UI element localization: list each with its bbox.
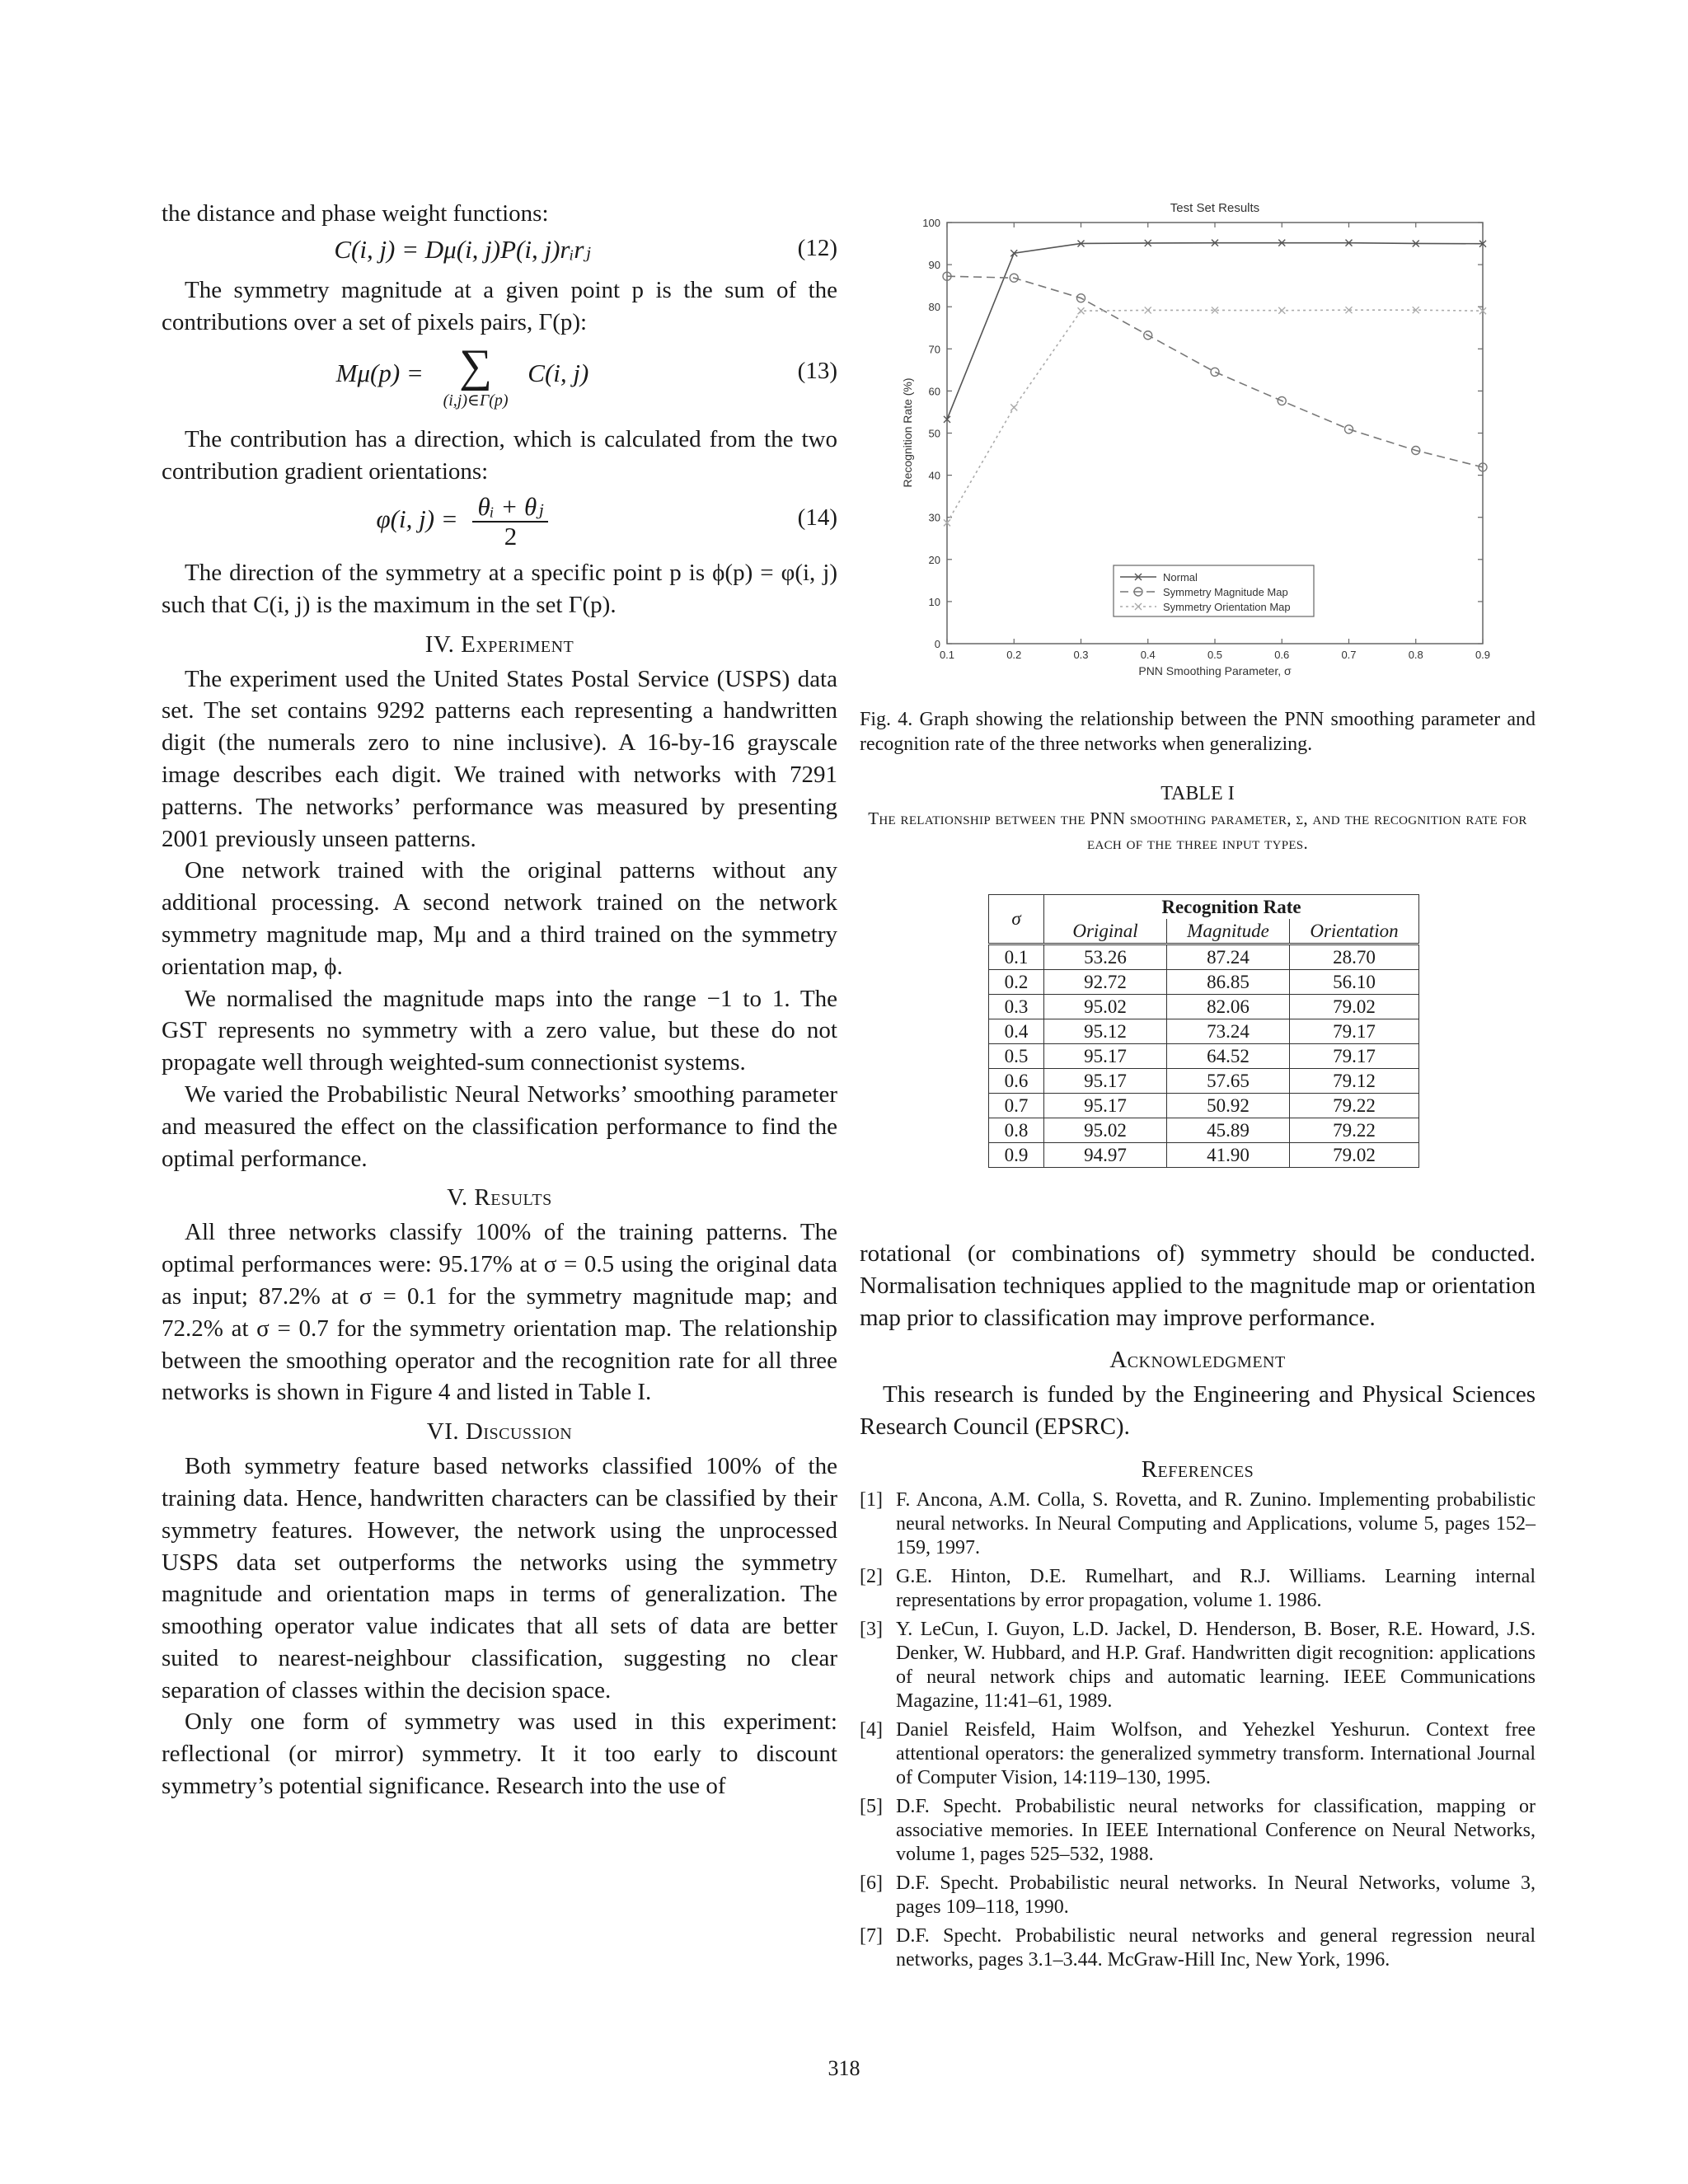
equation-13-sum-subscript: (i,j)∈Γ(p) <box>443 391 509 410</box>
table-row <box>989 1143 1419 1168</box>
figure-caption-block <box>860 707 1536 855</box>
table-cell-value: 73.24 <box>1167 1019 1290 1044</box>
equation-14-denominator: 2 <box>504 521 518 551</box>
table-row <box>989 944 1419 970</box>
table-col-original: Original <box>1044 919 1167 944</box>
paragraph-continuation: rotational (or combinations of) symmetry should be conducted. Normalisation techniques applied to the magnitude map or orientation map prior to classification may improve performance. <box>860 1240 1536 1331</box>
table-col-orientation: Orientation <box>1290 919 1419 944</box>
chart-title: Test Set Results <box>1170 201 1260 215</box>
y-tick-label: 50 <box>928 427 940 440</box>
table-row <box>989 1019 1419 1044</box>
table-cell-value: 95.17 <box>1044 1044 1167 1069</box>
table-sigma-header: σ <box>989 895 1044 944</box>
table-cell-sigma: 0.4 <box>989 1019 1044 1044</box>
table-cell-sigma: 0.1 <box>989 944 1044 970</box>
table-cell-value: 79.12 <box>1290 1069 1419 1094</box>
x-tick-label: 0.6 <box>1274 649 1290 661</box>
reference-text: D.F. Specht. Probabilistic neural networks. In Neural Networks, volume 3, pages 109–118, 1990. <box>896 1872 1536 1918</box>
table-cell-sigma: 0.9 <box>989 1143 1044 1168</box>
equation-12-number: (12) <box>797 234 837 261</box>
paragraph-discussion-1: Both symmetry feature based networks classified 100% of the training data. Hence, handwritten characters can be classified by their symmetry features. However, the network using the unprocessed USPS data set outperforms the networks using the symmetry magnitude and orientation maps in terms of generalization. The smoothing operator value indicates that all sets of data are better suited to nearest-neighbour classification, suggesting no clear separation of classes within the decision space. <box>162 1453 837 1704</box>
table-row <box>989 1094 1419 1118</box>
paragraph-direction-symmetry: The direction of the symmetry at a specific point p is ϕ(p) = φ(i, j) such that C(i, j) is the maximum in the set Γ(p). <box>162 559 837 618</box>
table-row <box>989 970 1419 995</box>
legend-label: Symmetry Magnitude Map <box>1163 586 1288 598</box>
table-recognition-rate <box>988 894 1419 1168</box>
table-cell-sigma: 0.6 <box>989 1069 1044 1094</box>
paragraph-direction: The contribution has a direction, which is calculated from the two contribution gradient orientations: <box>162 426 837 485</box>
paragraph-experiment-4: We varied the Probabilistic Neural Networks’ smoothing parameter and measured the effect on the classification performance to find the optimal performance. <box>162 1080 837 1172</box>
x-tick-label: 0.7 <box>1341 649 1357 661</box>
chart-x-axis-label: PNN Smoothing Parameter, σ <box>1138 664 1292 677</box>
reference-number: [5] <box>860 1795 883 1817</box>
table-cell-value: 86.85 <box>1167 970 1290 995</box>
table-cell-value: 41.90 <box>1167 1143 1290 1168</box>
paragraph-experiment-1: The experiment used the United States Postal Service (USPS) data set. The set contains 9292 patterns each representing a handwritten digit (the numerals zero to nine inclusive). A 16-by-16 grayscale image describes each digit. We trained with networks with 7291 patterns. The networks’ performance was measured by presenting 2001 previously unseen patterns. <box>162 665 837 852</box>
paragraph-acknowledgment: This research is funded by the Engineering and Physical Sciences Research Council (EPSRC). <box>860 1381 1536 1441</box>
heading-acknowledgment: Acknowledgment <box>1109 1347 1286 1374</box>
chart-legend <box>1114 565 1314 616</box>
equation-13-lhs: Mμ(p) = <box>335 359 424 388</box>
reference-item <box>860 1795 1536 1867</box>
heading-results: V. Results <box>447 1184 552 1212</box>
table-cell-value: 95.02 <box>1044 995 1167 1019</box>
reference-number: [2] <box>860 1565 883 1587</box>
y-tick-label: 80 <box>928 301 940 314</box>
table-cell-value: 95.02 <box>1044 1118 1167 1143</box>
paragraph-experiment-2: One network trained with the original patterns without any additional processing. A second network trained on the network symmetry magnitude map, Mμ and a third trained on the symmetry orientation map, ϕ. <box>162 857 837 980</box>
table-cell-value: 50.92 <box>1167 1094 1290 1118</box>
table-col-magnitude: Magnitude <box>1167 919 1290 944</box>
table-cell-value: 28.70 <box>1290 944 1419 970</box>
table-cell-value: 79.22 <box>1290 1118 1419 1143</box>
reference-text: F. Ancona, A.M. Colla, S. Rovetta, and R. Zunino. Implementing probabilistic neural networks. In Neural Computing and Applications, volume 5, pages 152–159, 1997. <box>896 1488 1536 1558</box>
y-tick-label: 70 <box>928 343 940 356</box>
y-tick-label: 10 <box>928 595 940 608</box>
table-cell-value: 57.65 <box>1167 1069 1290 1094</box>
table-cell-sigma: 0.3 <box>989 995 1044 1019</box>
table-cell-sigma: 0.2 <box>989 970 1044 995</box>
legend-label: Normal <box>1163 571 1198 583</box>
table-cell-value: 53.26 <box>1044 944 1167 970</box>
table-cell-value: 94.97 <box>1044 1143 1167 1168</box>
table-row <box>989 1044 1419 1069</box>
table-row <box>989 995 1419 1019</box>
intro-text: the distance and phase weight functions: <box>162 200 549 227</box>
paragraph-experiment-3: We normalised the magnitude maps into the range −1 to 1. The GST represents no symmetry with a zero value, but these do not propagate well through weighted-sum connectionist systems. <box>162 985 837 1076</box>
equation-14-numerator: θᵢ + θⱼ <box>472 493 548 523</box>
table-subtitle: The relationship between the PNN smoothing parameter, σ, and the recognition rate for each of the three input types. <box>868 808 1527 853</box>
y-tick-label: 30 <box>928 511 940 524</box>
table-title: TABLE I <box>1160 783 1235 804</box>
reference-item <box>860 1924 1536 1972</box>
table-cell-value: 87.24 <box>1167 944 1290 970</box>
equation-12 <box>162 230 837 274</box>
reference-number: [4] <box>860 1718 883 1741</box>
legend-label: Symmetry Orientation Map <box>1163 601 1291 613</box>
table-cell-value: 95.17 <box>1044 1069 1167 1094</box>
reference-number: [7] <box>860 1924 883 1947</box>
reference-number: [1] <box>860 1488 883 1511</box>
reference-list <box>860 1488 1536 1972</box>
equation-14-lhs: φ(i, j) = <box>376 504 458 534</box>
table-cell-value: 79.02 <box>1290 995 1419 1019</box>
figure-4-chart <box>898 198 1533 684</box>
y-tick-label: 90 <box>928 259 940 272</box>
table-cell-sigma: 0.7 <box>989 1094 1044 1118</box>
y-tick-label: 20 <box>928 553 940 566</box>
figure-4-caption: Fig. 4. Graph showing the relationship between the PNN smoothing parameter and recognition rate of the three networks when generalizing. <box>860 709 1536 755</box>
x-tick-label: 0.8 <box>1408 649 1423 661</box>
y-tick-label: 60 <box>928 385 940 398</box>
equation-13-rhs: C(i, j) <box>528 359 589 388</box>
reference-item <box>860 1488 1536 1560</box>
x-tick-label: 0.2 <box>1006 649 1022 661</box>
page-number: 318 <box>828 2056 860 2080</box>
heading-discussion: VI. Discussion <box>426 1418 573 1446</box>
x-tick-label: 0.3 <box>1073 649 1089 661</box>
chart-y-axis-label: Recognition Rate (%) <box>901 377 914 488</box>
heading-references: References <box>1141 1455 1254 1483</box>
reference-item <box>860 1872 1536 1919</box>
heading-experiment: IV. Experiment <box>424 630 574 658</box>
table-cell-value: 92.72 <box>1044 970 1167 995</box>
reference-text: D.F. Specht. Probabilistic neural networks for classification, mapping or associative memories. In IEEE International Conference on Neural Networks, volume 1, pages 525–532, 1988. <box>896 1795 1536 1865</box>
equation-12-body: C(i, j) = Dμ(i, j)P(i, j)rᵢrⱼ <box>334 234 591 264</box>
table-cell-value: 64.52 <box>1167 1044 1290 1069</box>
x-tick-label: 0.5 <box>1207 649 1223 661</box>
table-cell-value: 95.17 <box>1044 1094 1167 1118</box>
table-group-header: Recognition Rate <box>1044 895 1419 920</box>
table-cell-value: 45.89 <box>1167 1118 1290 1143</box>
reference-text: G.E. Hinton, D.E. Rumelhart, and R.J. Williams. Learning internal representations by error propagation, volume 1. 1986. <box>896 1565 1536 1611</box>
y-tick-label: 0 <box>934 638 940 650</box>
reference-number: [6] <box>860 1872 883 1894</box>
table-cell-sigma: 0.8 <box>989 1118 1044 1143</box>
sigma-symbol: ∑ <box>459 340 493 392</box>
right-column <box>860 1238 1536 1977</box>
paragraph-discussion-2: Only one form of symmetry was used in this experiment: reflectional (or mirror) symmetry. It it too early to discount symmetry’s potential significance. Research into the use of <box>162 1708 837 1800</box>
reference-text: Y. LeCun, I. Guyon, L.D. Jackel, D. Henderson, B. Boser, R.E. Howard, J.S. Denker, W. Hubbard, and H.P. Graf. Handwritten digit recognition: applications of neural network chips and automatic learning. IEEE Communications Magazine, 11:41–61, 1989. <box>896 1618 1536 1712</box>
table-cell-value: 79.02 <box>1290 1143 1419 1168</box>
table-cell-value: 95.12 <box>1044 1019 1167 1044</box>
reference-item <box>860 1618 1536 1713</box>
equation-14 <box>162 488 837 557</box>
reference-item <box>860 1565 1536 1613</box>
left-column <box>162 198 837 1802</box>
y-tick-label: 40 <box>928 469 940 482</box>
reference-text: Daniel Reisfeld, Haim Wolfson, and Yehezkel Yeshurun. Context free attentional operators: the generalized symmetry transform. International Journal of Computer Vision, 14:119–130, 1995. <box>896 1718 1536 1788</box>
paragraph-symmetry-magnitude: The symmetry magnitude at a given point p is the sum of the contributions over a set of pixels pairs, Γ(p): <box>162 276 837 335</box>
reference-item <box>860 1718 1536 1790</box>
table-cell-value: 79.17 <box>1290 1044 1419 1069</box>
reference-number: [3] <box>860 1618 883 1640</box>
table-row <box>989 1118 1419 1143</box>
table-cell-value: 56.10 <box>1290 970 1419 995</box>
x-tick-label: 0.1 <box>939 649 955 661</box>
table-cell-value: 79.22 <box>1290 1094 1419 1118</box>
table-cell-sigma: 0.5 <box>989 1044 1044 1069</box>
table-row <box>989 1069 1419 1094</box>
equation-13-number: (13) <box>797 358 837 385</box>
table-cell-value: 82.06 <box>1167 995 1290 1019</box>
equation-14-number: (14) <box>797 504 837 531</box>
equation-13 <box>162 338 837 424</box>
reference-text: D.F. Specht. Probabilistic neural networks and general regression neural networks, pages 3.1–3.44. McGraw-Hill Inc, New York, 1996. <box>896 1924 1536 1971</box>
y-tick-label: 100 <box>922 217 940 229</box>
table-cell-value: 79.17 <box>1290 1019 1419 1044</box>
x-tick-label: 0.4 <box>1140 649 1156 661</box>
paragraph-results: All three networks classify 100% of the training patterns. The optimal performances were: 95.17% at σ = 0.5 using the original data as input; 87.2% at σ = 0.1 for the symmetry magnitude map; and 72.2% at σ = 0.7 for the symmetry orientation map. The relationship between the smoothing operator and the recognition rate for all three networks is shown in Figure 4 and listed in Table I. <box>162 1219 837 1406</box>
x-tick-label: 0.9 <box>1475 649 1491 661</box>
